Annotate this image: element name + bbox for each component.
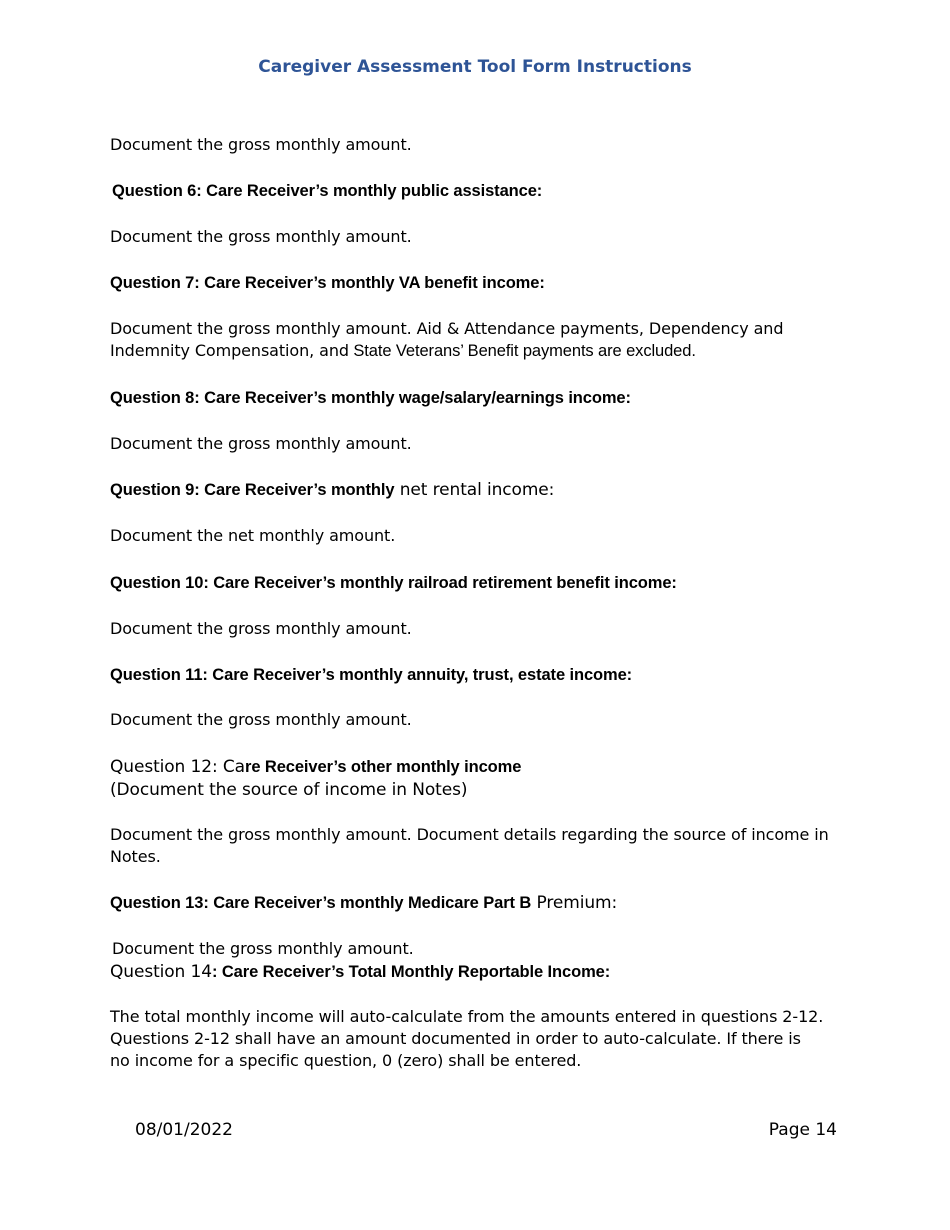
question-6-text: Document the gross monthly amount. — [110, 227, 412, 246]
question-14-text: The total monthly income will auto-calculate from the amounts entered in questions 2-12. Questions 2-12 shall have an amount documented in order to auto-calculate. If there is no income for a specific question, 0 (zero) shall be entered. — [110, 1007, 824, 1070]
question-10-heading: Question 10: Care Receiver’s monthly railroad retirement benefit income: — [110, 574, 677, 592]
question-8-text: Document the gross monthly amount. — [110, 434, 412, 453]
question-14-heading-bold: : Care Receiver’s Total Monthly Reportable Income: — [211, 963, 611, 981]
question-14-heading-plain: Question 14 — [110, 962, 212, 982]
question-12-heading — [110, 756, 850, 778]
footer-date: 08/01/2022 — [135, 1120, 233, 1140]
question-7-text-b: State Veterans’ Benefit payments are excluded. — [348, 342, 696, 360]
footer-page-number: Page 14 — [768, 1120, 837, 1140]
question-12-heading-plain: Question 12: Ca — [110, 757, 245, 777]
question-12-text: Document the gross monthly amount. Document details regarding the source of income in Notes. — [110, 825, 829, 866]
document-title: Caregiver Assessment Tool Form Instructions — [258, 57, 692, 77]
question-9-heading — [110, 479, 850, 501]
question-11-heading: Question 11: Care Receiver’s monthly annuity, trust, estate income: — [110, 666, 633, 684]
question-13-heading-bold: Question 13: Care Receiver’s monthly Medicare Part B — [110, 894, 532, 912]
question-12-subheading: (Document the source of income in Notes) — [110, 780, 468, 800]
question-9-text: Document the net monthly amount. — [110, 526, 396, 545]
question-7-text — [110, 318, 830, 362]
question-7-heading: Question 7: Care Receiver’s monthly VA benefit income: — [110, 274, 545, 292]
question-13-text: Document the gross monthly amount. — [112, 939, 414, 958]
question-9-heading-bold: Question 9: Care Receiver’s monthly — [110, 481, 395, 499]
question-10-text: Document the gross monthly amount. — [110, 619, 412, 638]
question-14-heading — [110, 961, 850, 983]
question-11-text: Document the gross monthly amount. — [110, 710, 412, 729]
question-13-heading — [110, 892, 850, 914]
body-text: Document the gross monthly amount. — [110, 135, 412, 154]
question-8-heading: Question 8: Care Receiver’s monthly wage/salary/earnings income: — [110, 389, 631, 407]
question-13-heading-rest: Premium: — [531, 893, 618, 913]
question-7-text-a: Document the gross monthly amount. Aid & Attendance payments, Dependency and Indemnity Compensation, and — [110, 319, 784, 360]
question-6-heading: Question 6: Care Receiver’s monthly public assistance: — [112, 182, 543, 200]
question-9-heading-rest: net rental income: — [394, 480, 555, 500]
question-12-heading-bold: re Receiver’s other monthly income — [245, 758, 522, 776]
